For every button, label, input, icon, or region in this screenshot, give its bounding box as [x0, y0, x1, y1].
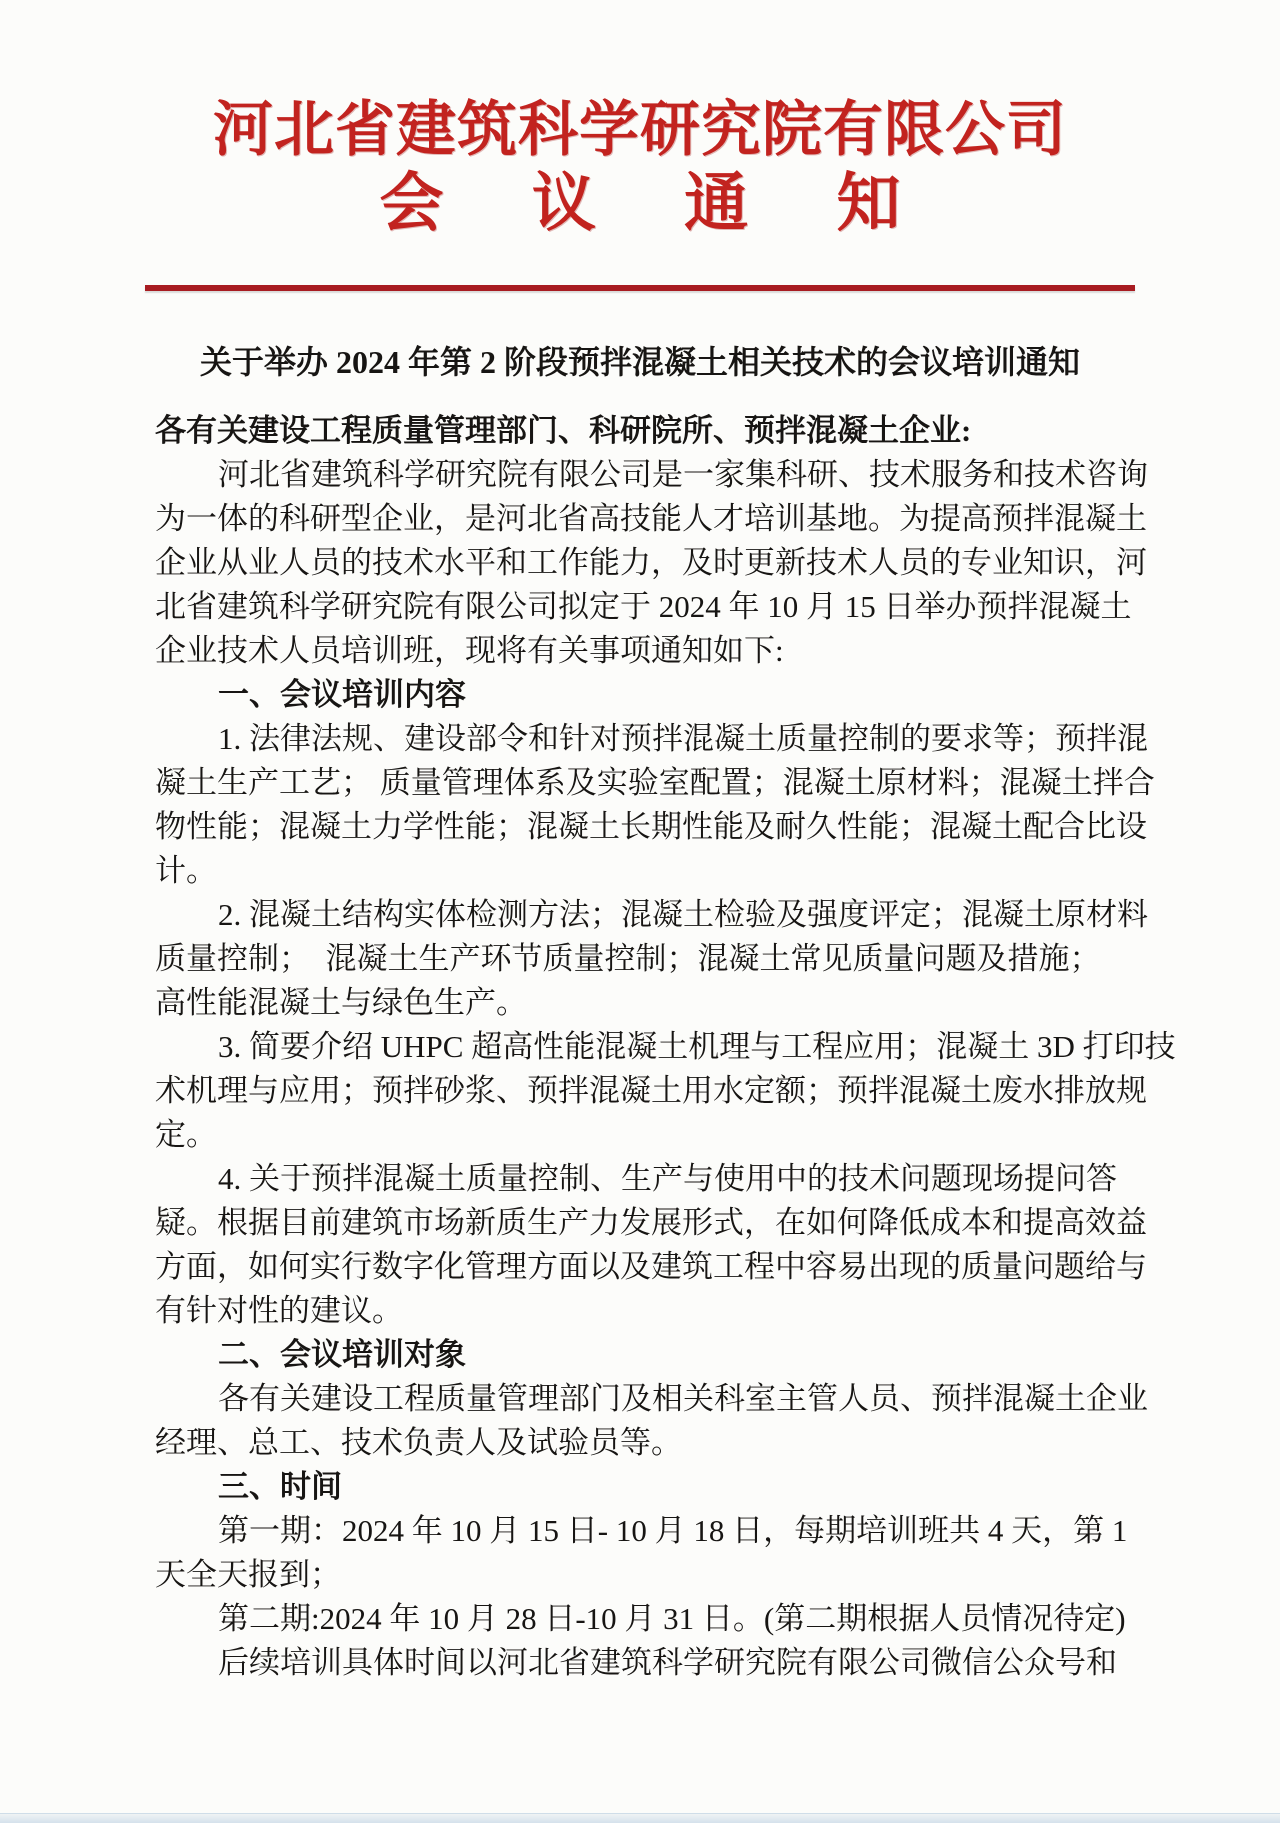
section-2-heading: 二、会议培训对象	[218, 1337, 466, 1372]
content-item-3: 术机理与应用；预拌砂浆、预拌混凝土用水定额；预拌混凝土废水排放规	[155, 1073, 1147, 1108]
content-item-3: 定。	[155, 1117, 217, 1152]
document-body	[0, 409, 1280, 1685]
salutation: 各有关建设工程质量管理部门、科研院所、预拌混凝土企业:	[155, 413, 972, 448]
content-item-2: 质量控制； 混凝土生产环节质量控制；混凝土常见质量问题及措施；	[155, 941, 1101, 976]
content-item-2: 高性能混凝土与绿色生产。	[155, 985, 527, 1020]
section-1-heading: 一、会议培训内容	[218, 677, 466, 712]
section-3-heading: 三、时间	[218, 1469, 342, 1504]
schedule-period-1: 第一期：2024 年 10 月 15 日- 10 月 18 日，每期培训班共 4 天，第 1	[218, 1513, 1128, 1548]
intro-line: 北省建筑科学研究院有限公司拟定于 2024 年 10 月 15 日举办预拌混凝土	[155, 589, 1132, 624]
schedule-period-1: 天全天报到；	[155, 1557, 341, 1592]
content-item-1: 凝土生产工艺； 质量管理体系及实验室配置；混凝土原材料；混凝土拌合	[155, 765, 1155, 800]
schedule-period-2: 第二期:2024 年 10 月 28 日-10 月 31 日。(第二期根据人员情况待定)	[218, 1601, 1126, 1636]
content-item-4: 疑。根据目前建筑市场新质生产力发展形式，在如何降低成本和提高效益	[155, 1205, 1147, 1240]
content-item-3: 3. 简要介绍 UHPC 超高性能混凝土机理与工程应用；混凝土 3D 打印技	[218, 1029, 1176, 1064]
intro-line: 河北省建筑科学研究院有限公司是一家集科研、技术服务和技术咨询	[218, 457, 1148, 492]
content-item-4: 方面，如何实行数字化管理方面以及建筑工程中容易出现的质量问题给与	[155, 1249, 1147, 1284]
schedule-period-2: 后续培训具体时间以河北省建筑科学研究院有限公司微信公众号和	[218, 1645, 1117, 1680]
notice-title	[0, 167, 1280, 241]
notice-title-text: 会议通知	[379, 168, 989, 239]
content-item-2: 2. 混凝土结构实体检测方法；混凝土检验及强度评定；混凝土原材料	[218, 897, 1148, 932]
content-item-4: 有针对性的建议。	[155, 1293, 403, 1328]
content-item-1: 计。	[155, 853, 217, 888]
intro-line: 为一体的科研型企业，是河北省高技能人才培训基地。为提高预拌混凝土	[155, 501, 1147, 536]
content-item-1: 物性能；混凝土力学性能；混凝土长期性能及耐久性能；混凝土配合比设	[155, 809, 1147, 844]
content-item-1: 1. 法律法规、建设部令和针对预拌混凝土质量控制的要求等；预拌混	[218, 721, 1148, 756]
audience-line: 各有关建设工程质量管理部门及相关科室主管人员、预拌混凝土企业	[218, 1381, 1148, 1416]
company-title: 河北省建筑科学研究院有限公司	[213, 97, 1067, 163]
document-subtitle: 关于举办 2024 年第 2 阶段预拌混凝土相关技术的会议培训通知	[199, 344, 1080, 380]
intro-line: 企业技术人员培训班，现将有关事项通知如下:	[155, 633, 784, 668]
intro-line: 企业从业人员的技术水平和工作能力，及时更新技术人员的专业知识，河	[155, 545, 1147, 580]
red-divider-rule	[145, 285, 1135, 291]
scan-bottom-edge	[0, 1813, 1280, 1823]
audience-line: 经理、总工、技术负责人及试验员等。	[155, 1425, 682, 1460]
content-item-4: 4. 关于预拌混凝土质量控制、生产与使用中的技术问题现场提问答	[218, 1161, 1117, 1196]
